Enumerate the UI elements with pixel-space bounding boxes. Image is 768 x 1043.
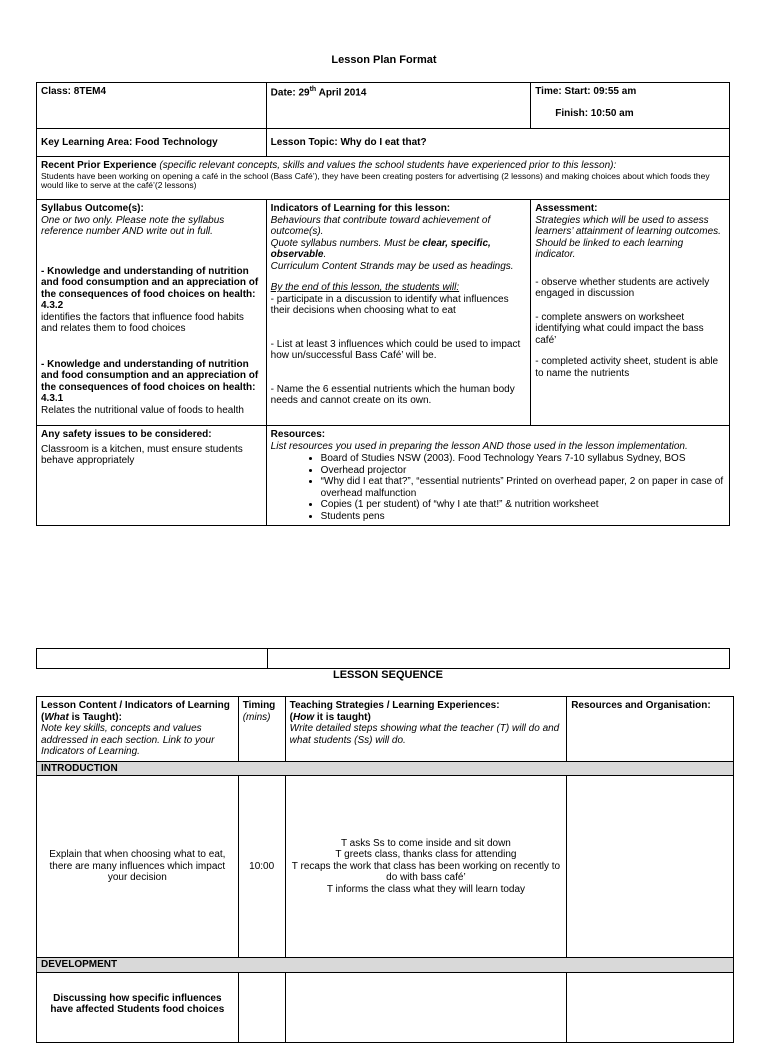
col1c: is Taught): <box>68 711 122 723</box>
assessment-3: - completed activity sheet, student is able to name the nutrients <box>535 356 719 379</box>
resources-label: Resources: <box>270 429 326 440</box>
col-strategies-header <box>285 697 567 762</box>
development-section: DEVELOPMENT <box>37 958 734 973</box>
dev-resources <box>567 972 734 1042</box>
time-start: Time: Start: 09:55 am <box>535 86 637 97</box>
intro-steps <box>285 776 567 958</box>
date-cell <box>266 83 531 129</box>
time-finish: Finish: 10:50 am <box>555 107 634 119</box>
hint2a: Quote syllabus numbers. Must be <box>270 237 423 249</box>
syllabus-hint: One or two only. Please note the syllabus reference number AND write out in full. <box>41 214 225 237</box>
col3b1: ( <box>289 711 294 723</box>
prior-hint: (specific relevant concepts, skills and values the school students have experienced prior to this lesson): <box>156 160 617 171</box>
intro-step: T asks Ss to come inside and sit down <box>340 837 511 849</box>
date-prefix: Date: 29 <box>270 87 310 99</box>
dev-time <box>238 972 285 1042</box>
outcome-2-text: Relates the nutritional value of foods to health <box>41 404 244 416</box>
outcome-1-text: identifies the factors that influence food habits and relates them to food choices <box>41 311 244 334</box>
assessment-1: - observe whether students are actively engaged in discussion <box>535 276 710 299</box>
assessment-hint: Strategies which will be used to assess learners’ attainment of learning outcomes. Should be linked to each learning indicator. <box>535 214 721 260</box>
resource-item: • “Why did I eat that?”, “essential nutrients” Printed on overhead paper, 2 on paper in case of overhead malfunction <box>321 476 725 499</box>
dev-steps <box>285 972 567 1042</box>
col-strategies-how <box>290 712 563 724</box>
intro-step: T greets class, thanks class for attending <box>335 849 517 861</box>
intro-content: Explain that when choosing what to eat, there are many influences which impact your decision <box>37 776 239 958</box>
indicator-1: - participate in a discussion to identify what influences their decisions when choosing what to eat <box>270 293 509 316</box>
indicators-hint-3: Curriculum Content Strands may be used as headings. <box>270 260 514 272</box>
introduction-section: INTRODUCTION <box>37 761 734 776</box>
empty-strip-table <box>36 648 730 669</box>
outcome-1-title: - Knowledge and understanding of nutrition and food consumption and an appreciation of the consequences of food choices on health: 4.3.2 <box>41 265 259 311</box>
indicators-hint-1: Behaviours that contribute toward achievement of outcome(s). <box>270 214 491 237</box>
lesson-plan-table <box>36 82 730 526</box>
safety-text: Classroom is a kitchen, must ensure students behave appropriately <box>41 443 243 466</box>
indicator-2: - List at least 3 influences which could be used to impact how un/successful Bass Café’ will be. <box>270 338 521 361</box>
empty-cell-right <box>268 649 730 669</box>
hint2b: clear, specific, observable <box>270 237 491 260</box>
assessment-2: - complete answers on worksheet identifying what could impact the bass café’ <box>535 311 704 346</box>
lesson-sequence-title: LESSON SEQUENCE <box>332 669 444 681</box>
intro-step: T recaps the work that class has been working on recently to do with bass café’ <box>291 860 561 884</box>
col-strategies-title: Teaching Strategies / Learning Experiences: <box>289 700 500 711</box>
col-strategies-hint: Write detailed steps showing what the teacher (T) will do and what students (Ss) will do. <box>289 723 560 746</box>
col-timing-hint: (mins) <box>242 711 271 723</box>
intro-resources <box>567 776 734 958</box>
resource-item: • Copies (1 per student) of “why I ate that!” & nutrition worksheet <box>321 499 725 511</box>
assessment-label: Assessment: <box>535 203 598 214</box>
safety-cell <box>37 426 267 526</box>
col-timing-title: Timing <box>242 700 276 711</box>
outcome-2-title: - Knowledge and understanding of nutrition and food consumption and an appreciation of the consequences of food choices on health: 4.3.1 <box>41 358 259 404</box>
col1a: Lesson Content / Indicators of Learning ( <box>41 700 230 723</box>
col-content-hint: Note key skills, concepts and values addressed in each section. Link to your Indicators of Learning. <box>41 723 215 757</box>
date-suffix: April 2014 <box>316 87 367 99</box>
safety-label: Any safety issues to be considered: <box>41 429 212 440</box>
syllabus-cell <box>37 200 267 426</box>
indicator-3: - Name the 6 essential nutrients which the human body needs and cannot create on its own. <box>270 383 515 406</box>
indicators-label: Indicators of Learning for this lesson: <box>270 203 451 214</box>
intro-time: 10:00 <box>238 776 285 958</box>
assessment-cell <box>531 200 730 426</box>
indicators-hint-2 <box>271 238 527 261</box>
page-title: Lesson Plan Format <box>331 54 437 66</box>
time-cell <box>531 83 730 129</box>
col-content-title <box>41 700 234 723</box>
resources-list <box>271 453 725 522</box>
resources-cell <box>266 426 729 526</box>
hint2c: . <box>323 249 327 260</box>
resource-item: • Students pens <box>321 511 725 523</box>
empty-cell-left <box>37 649 268 669</box>
resource-item: • Overhead projector <box>321 465 725 477</box>
date-sup: th <box>309 86 317 93</box>
col3b3: it is taught) <box>314 711 371 723</box>
col3b2: How <box>293 711 315 723</box>
indicators-cell <box>266 200 531 426</box>
col-resources-header: Resources and Organisation: <box>567 697 734 762</box>
prior-label: Recent Prior Experience <box>41 160 157 171</box>
prior-text: Students have been working on opening a café in the school (Bass Café’), they have been creating posters for advertising (2 lessons) and making choices about which foods they would like to serve at the café’(2 lessons) <box>41 170 710 191</box>
resource-item: • Board of Studies NSW (2003). Food Technology Years 7-10 syllabus Sydney, BOS <box>321 453 725 465</box>
lesson-sequence-table <box>36 696 734 1043</box>
resources-hint: List resources you used in preparing the lesson AND those used in the lesson implementation. <box>270 440 688 452</box>
col-timing-header <box>238 697 285 762</box>
col1b: What <box>44 711 69 723</box>
topic-cell: Lesson Topic: Why do I eat that? <box>266 129 729 157</box>
intro-step: T informs the class what they will learn today <box>326 883 526 895</box>
kla-cell: Key Learning Area: Food Technology <box>37 129 267 157</box>
class-cell: Class: 8TEM4 <box>37 83 267 129</box>
end-of-lesson: By the end of this lesson, the students will: <box>270 282 460 293</box>
dev-content: Discussing how specific influences have affected Students food choices <box>37 972 239 1042</box>
col-content-header <box>37 697 239 762</box>
syllabus-label: Syllabus Outcome(s): <box>41 203 144 214</box>
prior-experience-cell <box>37 157 730 200</box>
